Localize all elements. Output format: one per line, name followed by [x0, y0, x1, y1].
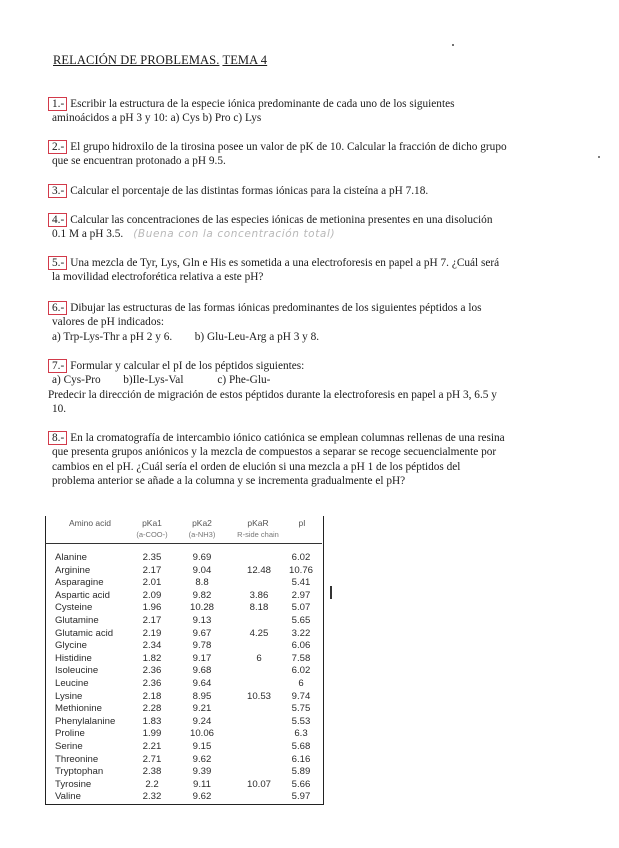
cell-pka2: 9.62	[192, 791, 212, 803]
cell-pka1: 2.36	[142, 678, 162, 689]
cell-amino-acid: Proline	[55, 728, 85, 740]
problem-text: Calcular el porcentaje de las distintas formas iónicas para la cisteína a pH 7.18.	[70, 185, 429, 197]
cell-amino-acid: Phenylalanine	[55, 715, 116, 727]
problem-number: 2.-	[48, 140, 67, 154]
header-pkar: pKaR	[247, 518, 269, 528]
cell-amino-acid: Threonine	[55, 753, 99, 765]
cell-pka1: 2.38	[142, 766, 162, 778]
problem-number: 6.-	[48, 301, 67, 315]
cell-pi: 5.66	[291, 778, 311, 790]
table-row	[45, 754, 322, 767]
cell-pka1: 2.09	[142, 589, 162, 601]
cell-pka1: 2.36	[142, 665, 162, 677]
cell-pkar: 4.25	[249, 627, 269, 639]
cell-pi: 5.65	[291, 615, 311, 626]
cell-pi: 6.16	[291, 753, 311, 765]
problem-text: 10.	[52, 403, 67, 416]
title-topic: TEMA 4	[222, 53, 268, 67]
cell-pi: 5.41	[291, 577, 311, 589]
problem-text: a) Cys-Pro b)Ile-Lys-Val c) Phe-Glu-	[52, 374, 271, 387]
table-row	[45, 716, 322, 729]
problem-text: Formular y calcular el pI de los péptidos siguientes:	[70, 360, 305, 372]
problem-text: que se encuentran protonado a pH 9.5.	[52, 155, 226, 168]
cell-amino-acid: Valine	[55, 791, 81, 803]
handwritten-note: (Buena con la concentración total)	[133, 228, 336, 241]
cell-pka1: 2.17	[142, 564, 162, 576]
cell-pka1: 1.83	[142, 715, 162, 727]
problem-number: 4.-	[48, 213, 67, 227]
problem-text: El grupo hidroxilo de la tirosina posee un valor de pK de 10. Calcular la fracción de dicho grupo	[70, 141, 507, 153]
cell-pi: 5.97	[291, 791, 311, 803]
problem-text: 0.1 M a pH 3.5.	[52, 228, 124, 241]
table-row	[45, 665, 322, 678]
cell-amino-acid: Lysine	[55, 690, 83, 702]
cell-pka1: 2.32	[142, 791, 162, 803]
cell-pka2: 9.64	[192, 678, 212, 689]
cell-pka1: 1.99	[142, 728, 162, 740]
cell-pkar: 10.07	[246, 778, 271, 790]
scan-speck	[452, 44, 454, 46]
table-row	[45, 703, 322, 716]
problem-8	[48, 431, 560, 489]
cell-pka1: 2.35	[142, 552, 162, 563]
cell-amino-acid: Histidine	[55, 652, 92, 664]
cell-pka2: 9.69	[192, 552, 212, 563]
cell-pi: 5.75	[291, 703, 311, 715]
problem-text: a) Trp-Lys-Thr a pH 2 y 6. b) Glu-Leu-Arg a pH 3 y 8.	[52, 330, 320, 343]
cell-pka2: 9.62	[192, 753, 212, 765]
header-pka1: pKa1	[142, 518, 162, 528]
cell-amino-acid: Serine	[55, 741, 83, 752]
table-row	[45, 552, 322, 565]
problem-text: aminoácidos a pH 3 y 10: a) Cys b) Pro c) Lys	[52, 112, 262, 125]
cell-pi: 5.89	[291, 766, 311, 778]
header-pkar-sub: R-side chain	[237, 530, 279, 539]
cell-pka1: 2.18	[142, 690, 162, 702]
table-row	[45, 590, 322, 603]
cell-pi: 3.22	[291, 627, 311, 639]
cell-pkar: 3.86	[249, 589, 269, 601]
cell-amino-acid: Glutamine	[55, 615, 99, 626]
problem-text: Una mezcla de Tyr, Lys, Gln e His es sometida a una electroforesis en papel a pH 7. ¿Cuál será	[70, 257, 500, 269]
cell-pka1: 1.96	[142, 602, 162, 614]
cell-pi: 6	[298, 678, 304, 689]
cell-pka2: 9.39	[192, 766, 212, 778]
cell-amino-acid: Alanine	[55, 552, 88, 563]
cell-pka2: 9.21	[192, 703, 212, 715]
problem-text: Calcular las concentraciones de las especies iónicas de metionina presentes en una disolución	[70, 214, 493, 226]
amino-acid-table	[45, 516, 341, 806]
problem-text: Predecir la dirección de migración de estos péptidos durante la electroforesis en papel a pH 3, 6.5 y	[48, 388, 497, 401]
cell-amino-acid: Glutamic acid	[55, 627, 114, 639]
cell-pka2: 8.8	[195, 577, 209, 589]
cell-amino-acid: Isoleucine	[55, 665, 99, 677]
cell-pi: 2.97	[291, 589, 311, 601]
cell-pka1: 1.82	[142, 652, 162, 664]
header-rule	[45, 543, 322, 544]
page-title	[53, 53, 267, 68]
problem-text: que presenta grupos aniónicos y la mezcla de compuestos a separar se recoge secuencialmente por	[52, 446, 497, 459]
header-pi: pI	[298, 518, 306, 528]
problem-4	[48, 213, 560, 242]
cell-pkar: 8.18	[249, 602, 269, 614]
cell-pi: 5.53	[291, 715, 311, 727]
table-row	[45, 628, 322, 641]
table-row	[45, 741, 322, 754]
problem-number: 3.-	[48, 184, 67, 198]
table-row	[45, 640, 322, 653]
problem-text: Dibujar las estructuras de las formas iónicas predominantes de los siguientes péptidos a los	[70, 302, 482, 314]
cell-pka1: 2.71	[142, 753, 162, 765]
cell-pkar: 10.53	[246, 690, 271, 702]
problem-text: problema anterior se añade a la columna y se incrementa gradualmente el pH?	[52, 475, 406, 488]
cell-amino-acid: Tryptophan	[55, 766, 104, 778]
cell-pka1: 2.2	[145, 778, 159, 790]
header-amino-acid: Amino acid	[68, 518, 112, 528]
cell-pka1: 2.21	[142, 741, 162, 752]
table-row	[45, 728, 322, 741]
problem-text: En la cromatografía de intercambio iónico catiónica se emplean columnas rellenas de una resina	[70, 432, 505, 444]
table-row	[45, 691, 322, 704]
problem-number: 1.-	[48, 97, 67, 111]
title-main: RELACIÓN DE PROBLEMAS.	[53, 53, 220, 67]
cell-amino-acid: Methionine	[55, 703, 102, 715]
cell-pka2: 8.95	[192, 690, 212, 702]
problem-5	[48, 256, 560, 285]
cell-pka2: 9.17	[192, 652, 212, 664]
cell-pka2: 9.11	[193, 778, 211, 790]
cell-pi: 5.68	[291, 741, 311, 752]
cell-pi: 10.76	[288, 564, 313, 576]
header-pka2: pKa2	[192, 518, 212, 528]
problem-3	[48, 184, 560, 198]
cell-amino-acid: Glycine	[55, 640, 87, 652]
cell-pka2: 9.78	[192, 640, 212, 652]
cell-amino-acid: Arginine	[55, 564, 91, 576]
cell-pka1: 2.28	[142, 703, 162, 715]
cell-pka2: 9.82	[192, 589, 212, 601]
cell-amino-acid: Cysteine	[55, 602, 93, 614]
cell-pi: 7.58	[291, 652, 311, 664]
cell-pka2: 9.15	[192, 741, 212, 752]
problem-number: 8.-	[48, 431, 67, 445]
scan-speck	[598, 156, 600, 158]
cell-amino-acid: Aspartic acid	[55, 589, 110, 601]
table-row	[45, 577, 322, 590]
table-row	[45, 779, 322, 792]
cell-pka2: 9.13	[192, 615, 212, 626]
cell-pka1: 2.19	[142, 627, 162, 639]
problem-text: la movilidad electroforética relativa a este pH?	[52, 271, 264, 284]
table-row	[45, 602, 322, 615]
cell-pi: 6.02	[291, 552, 311, 563]
problem-text: valores de pH indicados:	[52, 316, 164, 329]
cell-pka1: 2.17	[142, 615, 162, 626]
table-row	[45, 615, 322, 628]
table-row	[45, 791, 322, 804]
cell-pka2: 9.67	[192, 627, 212, 639]
table-header	[45, 516, 322, 542]
header-pka2-sub: (a-NH3)	[188, 530, 216, 539]
problem-number: 5.-	[48, 256, 67, 270]
header-pka1-sub: (a-COO-)	[136, 530, 168, 539]
cell-pka1: 2.01	[142, 577, 162, 589]
problem-text: cambios en el pH. ¿Cuál sería el orden de elución si una mezcla a pH 1 de los péptidos del	[52, 460, 461, 473]
cell-pkar: 6	[256, 652, 262, 664]
problem-6	[48, 301, 560, 344]
cell-pi: 6.02	[291, 665, 311, 677]
cell-amino-acid: Asparagine	[55, 577, 104, 589]
cell-pka2: 9.04	[192, 564, 212, 576]
cell-pi: 6.06	[291, 640, 311, 652]
problem-1	[48, 97, 560, 126]
table-row	[45, 678, 322, 691]
cell-pka2: 9.68	[192, 665, 212, 677]
table-row	[45, 766, 322, 779]
table-row	[45, 565, 322, 578]
cell-amino-acid: Tyrosine	[55, 778, 92, 790]
cell-pka1: 2.34	[142, 640, 162, 652]
problem-7	[48, 359, 560, 417]
cell-pkar: 12.48	[246, 564, 271, 576]
problem-number: 7.-	[48, 359, 67, 373]
problem-2	[48, 140, 560, 169]
cell-pka2: 9.24	[192, 715, 212, 727]
cell-pi: 6.3	[294, 728, 308, 740]
cell-pka2: 10.06	[189, 728, 214, 740]
cell-amino-acid: Leucine	[55, 678, 89, 689]
cell-pi: 9.74	[291, 690, 311, 702]
table-row	[45, 653, 322, 666]
problem-text: Escribir la estructura de la especie iónica predominante de cada uno de los siguientes	[70, 98, 455, 110]
cell-pi: 5.07	[291, 602, 311, 614]
margin-mark	[330, 586, 332, 599]
cell-pka2: 10.28	[189, 602, 214, 614]
